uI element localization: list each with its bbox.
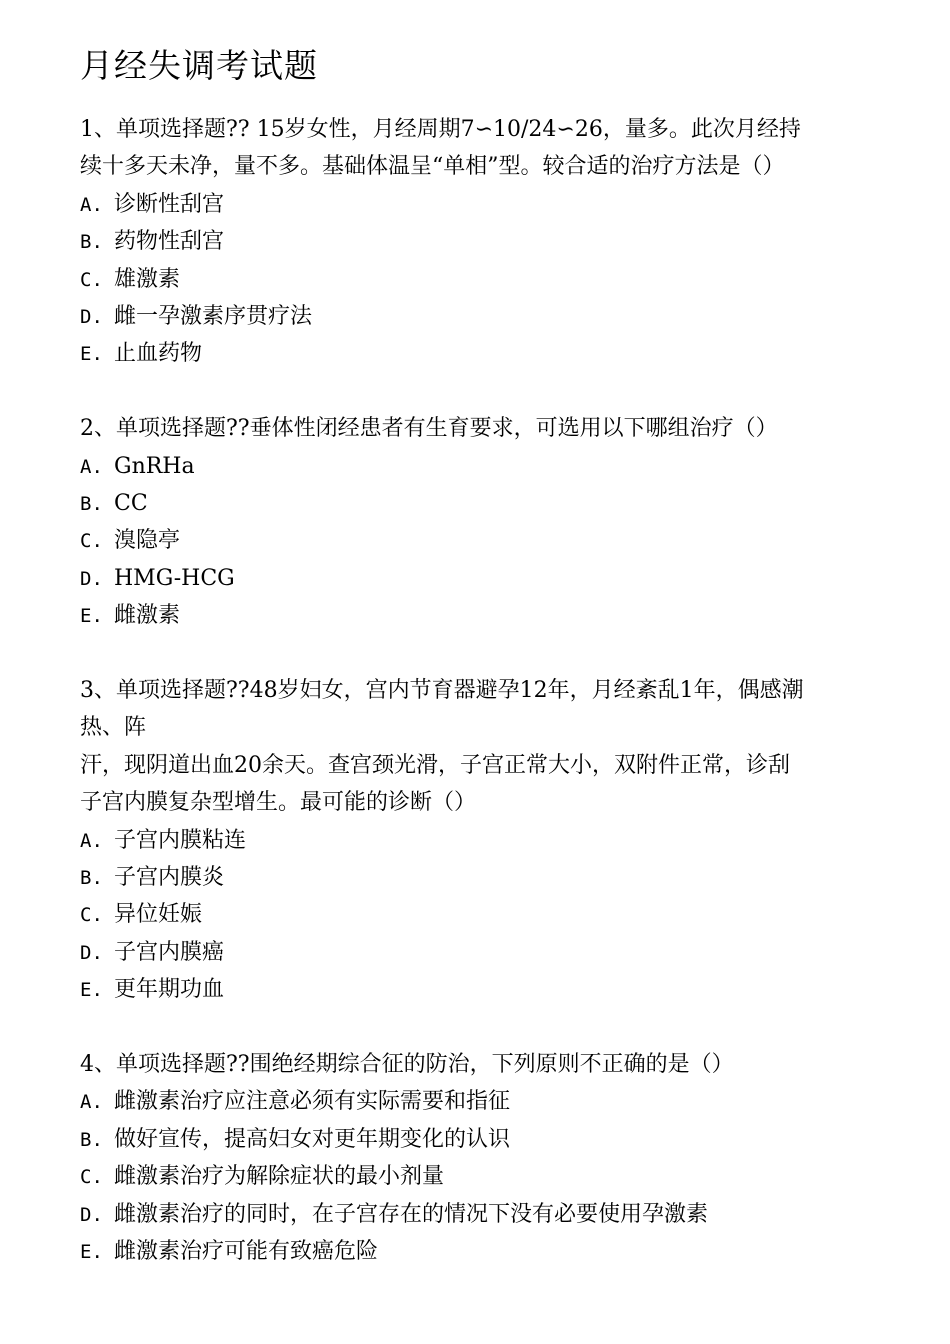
option-letter: E. — [80, 343, 103, 365]
option-text: CC — [114, 491, 148, 516]
option-letter: C. — [80, 904, 103, 926]
question-4-option-d — [80, 1199, 708, 1231]
question-1-stem-line-1: 1、单项选择题?? 15岁女性，月经周期7∽10/24∽26，量多。此次月经持 — [80, 117, 801, 142]
option-letter: C. — [80, 1166, 103, 1188]
question-4-option-c — [80, 1161, 444, 1193]
option-text: 雌激素治疗可能有致癌危险 — [114, 1239, 379, 1264]
question-4-option-a — [80, 1086, 510, 1118]
option-letter: B. — [80, 867, 103, 889]
question-1-option-b — [80, 226, 224, 258]
option-letter: A. — [80, 1091, 103, 1113]
option-letter: E. — [80, 979, 103, 1001]
option-text: 溴隐亭 — [114, 528, 181, 553]
question-3-option-a — [80, 825, 246, 857]
question-2-option-b — [80, 488, 148, 520]
question-3-stem-line-3: 汗，现阴道出血20余天。查宫颈光滑，子宫正常大小，双附件正常，诊刮 — [80, 753, 790, 778]
option-text: 雌激素 — [114, 603, 181, 628]
question-3-option-e — [80, 974, 224, 1006]
option-text: 雌一孕激素序贯疗法 — [114, 304, 313, 329]
question-4-option-e — [80, 1236, 378, 1268]
option-text: 异位妊娠 — [114, 902, 203, 927]
option-letter: C. — [80, 530, 103, 552]
option-text: 子宫内膜粘连 — [114, 828, 247, 853]
question-2-option-a — [80, 451, 195, 483]
question-4-option-b — [80, 1124, 510, 1156]
option-text: 止血药物 — [114, 341, 203, 366]
option-letter: D. — [80, 1204, 103, 1226]
question-3-option-d — [80, 937, 224, 969]
option-text: HMG-HCG — [114, 566, 235, 591]
question-3-stem-line-4: 子宫内膜复杂型增生。最可能的诊断（） — [80, 790, 477, 815]
option-letter: E. — [80, 1241, 103, 1263]
question-3-stem-line-2: 热、阵 — [80, 715, 147, 740]
option-text: 雌激素治疗应注意必须有实际需要和指征 — [114, 1089, 511, 1114]
option-text: 药物性刮宫 — [114, 229, 225, 254]
option-text: 子宫内膜炎 — [114, 865, 225, 890]
option-text: 做好宣传，提高妇女对更年期变化的认识 — [114, 1127, 511, 1152]
option-letter: B. — [80, 231, 103, 253]
option-letter: D. — [80, 942, 103, 964]
question-1-option-d — [80, 301, 312, 333]
option-text: GnRHa — [114, 454, 195, 479]
question-2-option-d — [80, 563, 235, 595]
option-text: 雄激素 — [114, 267, 181, 292]
option-letter: D. — [80, 568, 103, 590]
option-letter: B. — [80, 493, 103, 515]
option-text: 雌激素治疗的同时，在子宫存在的情况下没有必要使用孕激素 — [114, 1202, 709, 1227]
question-3-option-b — [80, 862, 224, 894]
option-text: 诊断性刮宫 — [114, 192, 225, 217]
question-3-stem-line-1: 3、单项选择题??48岁妇女，宫内节育器避孕12年，月经紊乱1年，偶感潮 — [80, 678, 804, 703]
question-3-option-c — [80, 899, 202, 931]
question-1-option-a — [80, 189, 224, 221]
question-1-stem-line-2: 续十多天未净，量不多。基础体温呈“单相”型。较合适的治疗方法是（） — [80, 154, 785, 179]
question-2-option-e — [80, 600, 180, 632]
option-letter: C. — [80, 269, 103, 291]
option-letter: A. — [80, 194, 103, 216]
option-letter: E. — [80, 605, 103, 627]
option-letter: A. — [80, 456, 103, 478]
option-text: 更年期功血 — [114, 977, 225, 1002]
question-2-stem-line-1: 2、单项选择题??垂体性闭经患者有生育要求，可选用以下哪组治疗（） — [80, 416, 778, 441]
question-1-option-c — [80, 264, 180, 296]
question-1-option-e — [80, 338, 202, 370]
question-2-option-c — [80, 525, 180, 557]
option-letter: D. — [80, 306, 103, 328]
option-letter: A. — [80, 830, 103, 852]
option-letter: B. — [80, 1129, 103, 1151]
option-text: 子宫内膜癌 — [114, 940, 225, 965]
option-text: 雌激素治疗为解除症状的最小剂量 — [114, 1164, 445, 1189]
document-title: 月经失调考试题 — [80, 46, 318, 85]
question-4-stem-line-1: 4、单项选择题??围绝经期综合征的防治，下列原则不正确的是（） — [80, 1052, 734, 1077]
